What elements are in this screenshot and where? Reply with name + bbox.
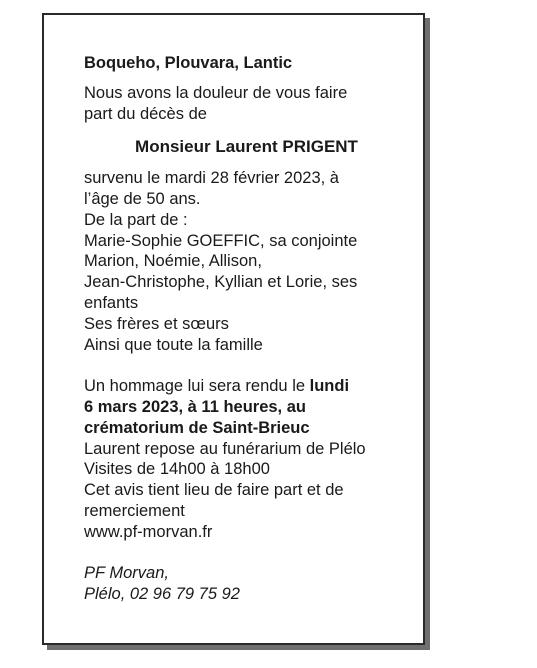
notice-line: Cet avis tient lieu de faire part et de xyxy=(84,481,344,500)
place-heading: Boqueho, Plouvara, Lantic xyxy=(84,54,293,72)
notice-line: remerciement xyxy=(84,501,185,520)
tribute-day: lundi xyxy=(309,377,350,396)
obituary-notice xyxy=(42,13,425,645)
visits-line: Visites de 14h00 à 18h00 xyxy=(84,460,270,479)
spacer xyxy=(84,355,409,376)
family-line: Ses frères et sœurs xyxy=(84,314,229,333)
death-line: survenu le mardi 28 février 2023, à xyxy=(84,169,339,188)
spacer xyxy=(84,543,409,564)
family-line: Marion, Noémie, Allison, xyxy=(84,252,262,271)
tribute-prefix: Un hommage lui sera rendu le xyxy=(84,377,310,396)
family-line: enfants xyxy=(84,293,139,312)
family-line: Ainsi que toute la famille xyxy=(84,335,263,354)
age-line: l’âge de 50 ans. xyxy=(84,189,201,208)
family-heading: De la part de : xyxy=(84,210,188,229)
notice-content xyxy=(84,53,409,605)
family-line: Marie-Sophie GOEFFIC, sa conjointe xyxy=(84,231,358,250)
website-link[interactable]: www.pf-morvan.fr xyxy=(84,522,213,541)
rest-line: Laurent repose au funérarium de Plélo xyxy=(84,439,366,458)
funeral-home-contact: Plélo, 02 96 79 75 92 xyxy=(84,585,240,604)
tribute-date: 6 mars 2023, à 11 heures, au xyxy=(84,397,306,416)
deceased-name: Monsieur Laurent PRIGENT xyxy=(135,137,358,157)
tribute-location: crématorium de Saint-Brieuc xyxy=(84,418,310,437)
tribute-line xyxy=(84,376,409,397)
funeral-home-name: PF Morvan, xyxy=(84,564,169,583)
intro-text: Nous avons la douleur de vous faire part du décès de xyxy=(84,83,348,123)
family-line: Jean-Christophe, Kyllian et Lorie, ses xyxy=(84,273,358,292)
